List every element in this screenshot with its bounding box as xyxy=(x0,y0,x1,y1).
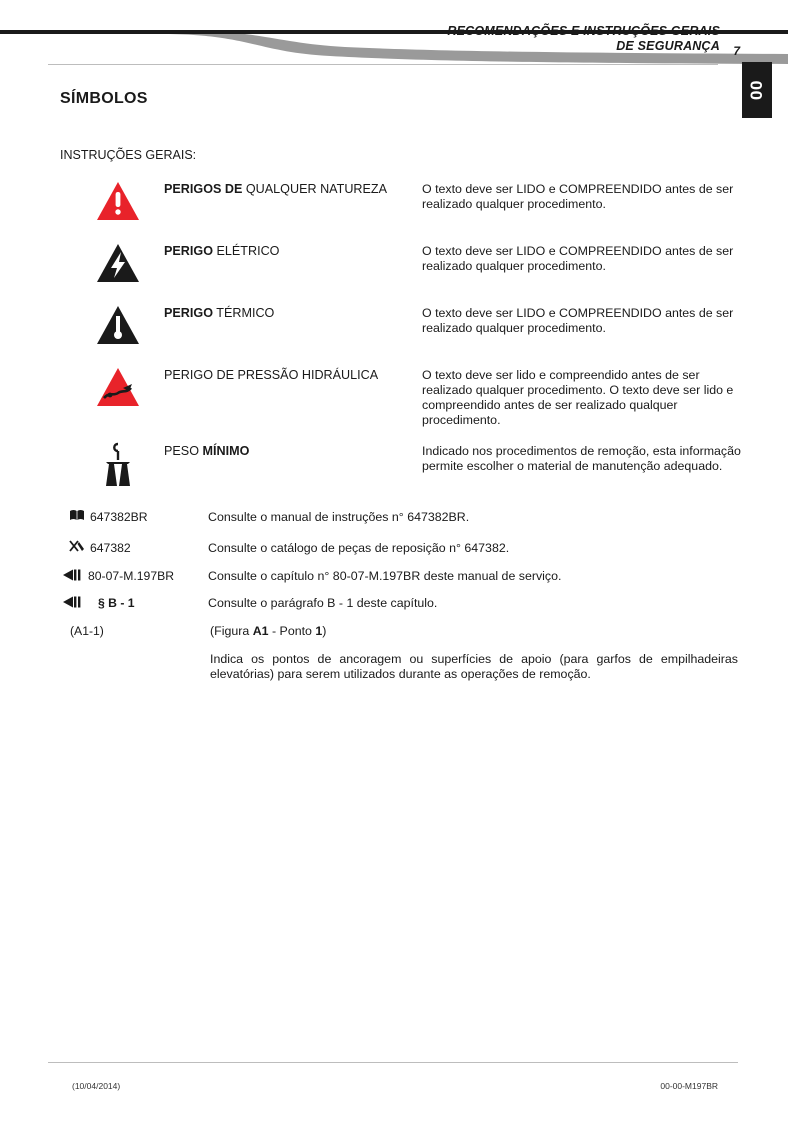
reference-code: 647382BR xyxy=(90,510,148,524)
page-number: 7 xyxy=(733,44,740,58)
symbol-description: Indicado nos procedimentos de remoção, esta informação permite escolher o material de manutenção adequado. xyxy=(422,444,741,473)
symbol-name xyxy=(164,444,414,459)
symbol-description: O texto deve ser LIDO e COMPREENDIDO antes de ser realizado qualquer procedimento. xyxy=(422,244,734,273)
book-icon xyxy=(68,509,86,524)
reference-text: Consulte o capítulo n° 80-07-M.197BR deste manual de serviço. xyxy=(208,569,562,583)
reference-code: 80-07-M.197BR xyxy=(88,569,175,583)
minimum-weight-hook-icon xyxy=(88,442,148,493)
reference-code: 647382 xyxy=(90,541,131,555)
chapter-tab xyxy=(742,62,772,118)
reference-code: § B - 1 xyxy=(98,596,135,610)
content-bottom-rule xyxy=(48,1062,738,1063)
intro-label: INSTRUÇÕES GERAIS: xyxy=(60,148,197,162)
symbol-name-rest: PESO xyxy=(164,444,203,458)
figure-suffix: ) xyxy=(322,624,327,638)
symbol-name-rest: ELÉTRICO xyxy=(213,244,280,258)
thermal-hazard-triangle-icon xyxy=(88,304,148,351)
symbol-name-rest: TÉRMICO xyxy=(213,306,275,320)
chapter-tab-label: 00 xyxy=(746,80,766,100)
symbol-name-rest: QUALQUER NATUREZA xyxy=(242,182,388,196)
note-text: Indica os pontos de ancoragem ou superfícies de apoio (para garfos de empilhadeiras elevatórias) para serem utilizados durante as operações de remoção. xyxy=(210,652,738,681)
page-title: SÍMBOLOS xyxy=(60,90,148,107)
reference-text xyxy=(210,624,770,639)
figure-prefix: (Figura xyxy=(210,624,253,638)
symbol-name-bold: PERIGOS DE xyxy=(164,182,243,196)
reference-text: Consulte o catálogo de peças de reposição n° 647382. xyxy=(208,541,510,555)
symbol-name-bold: PERIGO xyxy=(164,306,213,320)
header-title xyxy=(300,24,720,54)
reference-text: Consulte o parágrafo B - 1 deste capítulo. xyxy=(208,596,438,610)
electrical-hazard-triangle-icon xyxy=(88,242,148,289)
reference-code: (A1-1) xyxy=(70,624,104,638)
symbol-name-bold: PERIGO xyxy=(164,244,213,258)
symbol-name xyxy=(164,306,414,321)
danger-triangle-red-icon xyxy=(88,180,148,227)
footer-doc-code: 00-00-M197BR xyxy=(660,1081,718,1091)
symbol-description: O texto deve ser LIDO e COMPREENDIDO antes de ser realizado qualquer procedimento. xyxy=(422,182,734,211)
symbol-description: O texto deve ser lido e compreendido antes de ser realizado qualquer procedimento. O texto deve ser lido e compreendido antes de ser realizado qualquer procedimento. xyxy=(422,368,734,427)
header-title-line2: DE SEGURANÇA xyxy=(616,39,720,53)
figure-ref: A1 xyxy=(252,624,269,638)
point-label: - Ponto xyxy=(268,624,316,638)
symbol-name: PERIGO DE PRESSÃO HIDRÁULICA xyxy=(164,368,379,382)
symbol-name-bold: MÍNIMO xyxy=(202,444,250,458)
symbol-description: O texto deve ser LIDO e COMPREENDIDO antes de ser realizado qualquer procedimento. xyxy=(422,306,734,335)
hydraulic-pressure-hazard-icon xyxy=(88,366,148,413)
reference-text: Consulte o manual de instruções n° 647382BR. xyxy=(208,510,470,524)
point-ref: 1 xyxy=(315,624,323,638)
symbol-name xyxy=(164,244,414,259)
symbol-name xyxy=(164,182,414,197)
content-top-rule xyxy=(48,64,718,65)
header-title-line1: RECOMENDAÇÕES E INSTRUÇÕES GERAIS xyxy=(447,24,720,38)
tools-icon xyxy=(68,540,86,557)
arrow-flag-icon xyxy=(62,595,80,612)
arrow-flag-icon xyxy=(62,568,80,585)
footer-date: (10/04/2014) xyxy=(72,1081,121,1091)
